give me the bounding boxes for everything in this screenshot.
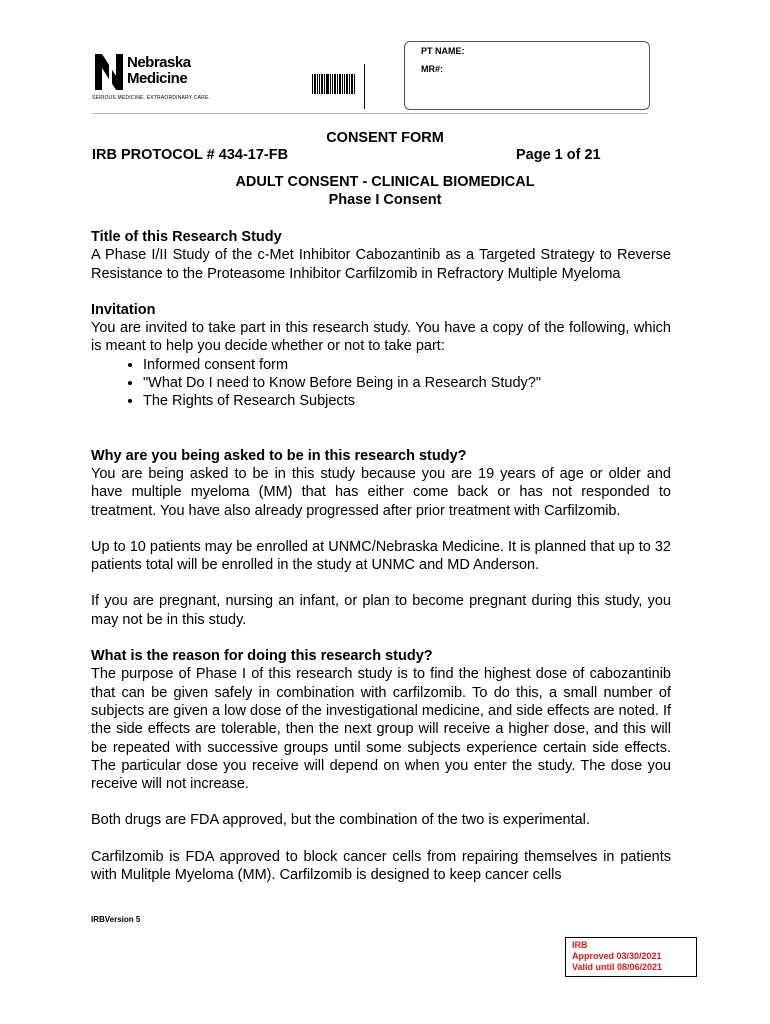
consent-type-heading: ADULT CONSENT - CLINICAL BIOMEDICAL [235,174,535,190]
document-body [91,228,671,884]
invitation-list [91,356,671,411]
why-paragraph-3: If you are pregnant, nursing an infant, or plan to become pregnant during this study, you may not be in this study. [91,593,671,628]
reason-paragraph-3: Carfilzomib is FDA approved to block cancer cells from repairing themselves in patients with Mulitple Myeloma (MM). Carfilzomib is designed to keep cancer cells [91,848,671,884]
logo-wordmark [127,55,191,87]
reason-paragraph-2: Both drugs are FDA approved, but the combination of the two is experimental. [91,812,590,829]
logo-tagline: SERIOUS MEDICINE. EXTRAORDINARY CARE. [92,95,211,101]
invitation-heading: Invitation [91,301,156,318]
logo-line-1: Nebraska [127,54,191,71]
consent-form-title: CONSENT FORM [326,130,444,146]
why-heading: Why are you being asked to be in this research study? [91,447,467,464]
why-paragraph-2: Up to 10 patients may be enrolled at UNMC/Nebraska Medicine. It is planned that up to 32 patients total will be enrolled in the study at UNMC and MD Anderson. [91,538,671,574]
why-paragraph-1: You are being asked to be in this study because you are 19 years of age or older and have multiple myeloma (MM) that has either come back or has not responded to treatment. You have also already progressed after prior treatment with Carfilzomib. [91,465,671,519]
barcode-icon [312,74,356,94]
logo-line-2: Medicine [127,70,188,87]
irb-approved-date: Approved 03/30/2021 [572,951,662,961]
list-item: • The Rights of Research Subjects [143,392,671,410]
list-item: • Informed consent form [143,356,671,374]
header-divider [364,64,365,109]
invitation-text: You are invited to take part in this research study. You have a copy of the following, which is meant to help you decide whether or not to take part: [91,320,671,355]
study-title-heading: Title of this Research Study [91,229,282,245]
reason-heading: What is the reason for doing this research study? [91,648,433,665]
reason-paragraph-1: The purpose of Phase I of this research study is to find the highest dose of cabozantinib that can be given safely in combination with carfilzomib. To do this, a small number of subjects are given a low dose of the investigational medicine, and side effects are noted. If the side effects are tolerable, then the next group will receive a higher dose, and this will be repeated with successive groups until some subjects experience certain side effects. The particular dose you receive will depend on when you enter the study. The dose you receive will not increase. [91,666,671,793]
irb-protocol-number: IRB PROTOCOL # 434-17-FB [92,147,289,163]
phase-heading: Phase I Consent [328,192,442,208]
page-number: Page 1 of 21 [516,147,601,163]
pt-name-label: PT NAME: [421,46,465,56]
irb-stamp-label: IRB [572,940,588,950]
study-title-text: A Phase I/II Study of the c-Met Inhibitor Cabozantinib as a Targeted Strategy to Reverse Resistance to the Proteasome Inhibitor Carfilzomib in Refractory Multiple Myeloma [91,247,671,282]
header-rule [92,113,648,114]
irb-valid-date: Valid until 08/06/2021 [572,962,663,972]
list-item: • "What Do I need to Know Before Being in a Research Study?" [143,374,671,392]
mr-number-label: MR#: [421,64,443,74]
irb-version: IRBVersion 5 [91,915,141,924]
